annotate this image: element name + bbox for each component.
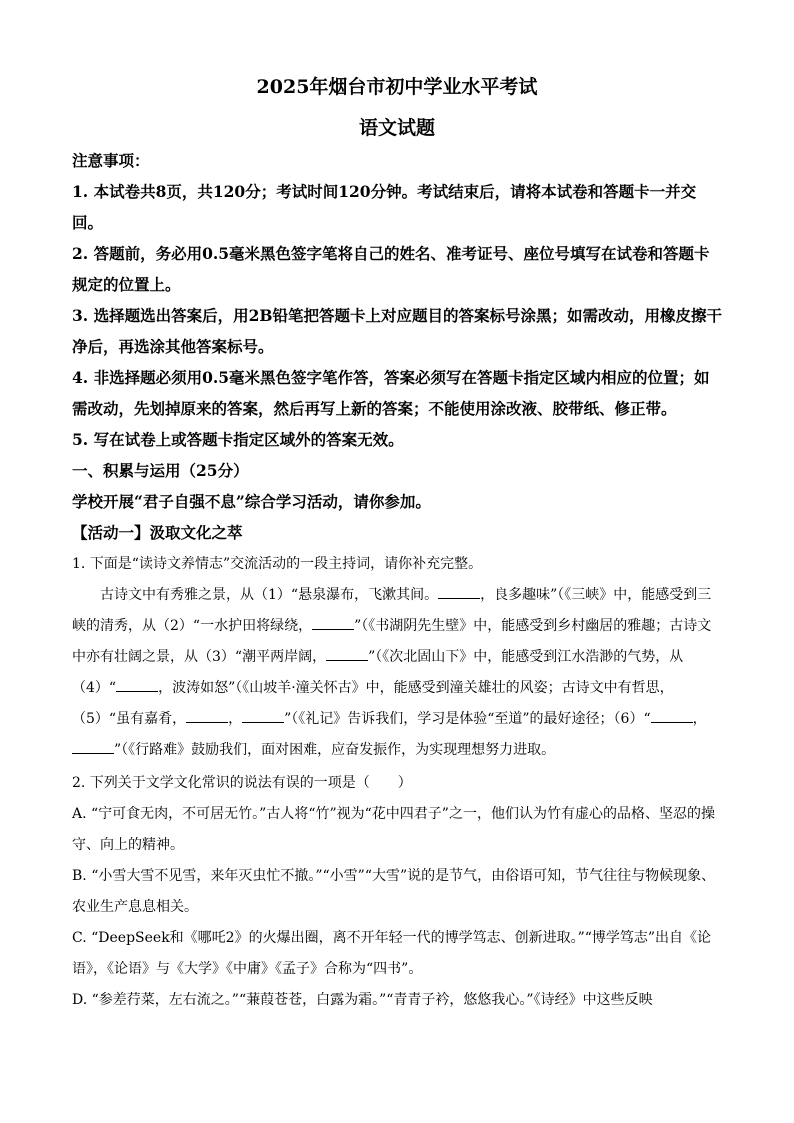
answer-blank[interactable] xyxy=(326,644,368,661)
question-2-option-d: D. “参差荇菜，左右流之。”“蒹葭苍苍，白露为霜。”“青青子衿，悠悠我心。”《诗经》中这些反映 xyxy=(72,992,653,1008)
passage-text: 古诗文中有秀雅之景，从（1）“悬泉瀑布，飞漱其间。 xyxy=(100,587,439,603)
notice-item-4: 4. 非选择题必须用0.5毫米黑色签字笔作答，答案必须写在答题卡指定区域内相应的位置；如需改动，先划掉原来的答案，然后再写上新的答案；不能使用涂改液、胶带纸、修正带。 xyxy=(72,368,710,418)
question-2 xyxy=(72,768,722,1016)
notice-item-3: 3. 选择题选出答案后，用2B铅笔把答题卡上对应题目的答案标号涂黑；如需改动，用橡皮擦干净后，再选涂其他答案标号。 xyxy=(72,306,722,356)
question-1-stem: 1. 下面是“读诗文养情志”交流活动的一段主持词，请你补充完整。 xyxy=(72,556,483,572)
question-1-passage xyxy=(72,580,722,766)
answer-blank[interactable] xyxy=(186,706,228,723)
activity-heading: 【活动一】汲取文化之萃 xyxy=(72,523,243,542)
notice-item-5: 5. 写在试卷上或答题卡指定区域外的答案无效。 xyxy=(72,430,404,449)
answer-blank[interactable] xyxy=(116,675,158,692)
passage-text: ，波涛如怒”（《山坡羊·潼关怀古》中，能感受到潼关雄壮的风姿；古诗文中有哲思，（5）“虽有嘉肴， xyxy=(72,680,674,727)
question-2-option-c: C. “DeepSeek和《哪吒2》的火爆出圈，离不开年轻一代的博学笃志、创新进取。”“博学笃志”出自《论语》，《论语》与《大学》《中庸》《孟子》合称为“四书”。 xyxy=(72,930,712,977)
passage-text: ”（《次北固山下》中，能感受到江水浩渺的气势，从（4）“ xyxy=(72,649,684,696)
notice-section xyxy=(72,145,722,548)
question-2-option-a: A. “宁可食无肉，不可居无竹。”古人将“竹”视为“花中四君子”之一，他们认为竹有虚心的品格、坚忍的操守、向上的精神。 xyxy=(72,806,715,853)
passage-text: ， xyxy=(692,711,707,727)
section-intro: 学校开展“君子自强不息”综合学习活动，请你参加。 xyxy=(72,492,431,511)
notice-item-2: 2. 答题前，务必用0.5毫米黑色签字笔将自己的姓名、准考证号、座位号填写在试卷和答题卡规定的位置上。 xyxy=(72,244,710,294)
answer-blank[interactable] xyxy=(72,737,114,754)
answer-blank[interactable] xyxy=(312,613,354,630)
passage-text: ， xyxy=(228,711,243,727)
answer-blank[interactable] xyxy=(438,582,480,599)
answer-blank[interactable] xyxy=(651,706,693,723)
question-2-stem: 2. 下列关于文学文化常识的说法有误的一项是（ ） xyxy=(72,775,412,791)
notice-heading: 注意事项： xyxy=(72,151,150,170)
notice-item-1: 1. 本试卷共8页，共120分；考试时间120分钟。考试结束后，请将本试卷和答题卡一并交回。 xyxy=(72,182,697,232)
answer-blank[interactable] xyxy=(242,706,284,723)
exam-title: 2025年烟台市初中学业水平考试 xyxy=(256,76,538,98)
passage-text: ”（《书湖阴先生壁》中，能感受到乡村幽居的雅趣；古诗文中亦有壮阔之景，从（3）“潮平两岸阔， xyxy=(72,618,712,665)
passage-text: ”（《礼记》告诉我们，学习是体验“至道”的最好途径；（6）“ xyxy=(284,711,651,727)
passage-text: ”（《行路难》鼓励我们，面对困难，应奋发振作，为实现理想努力进取。 xyxy=(114,742,556,758)
exam-subtitle: 语文试题 xyxy=(358,117,435,139)
passage-text: ，良多趣味”（《三峡》中，能感受到三峡的清秀，从（2）“一水护田将绿绕， xyxy=(72,587,712,634)
question-2-option-b: B. “小雪大雪不见雪，来年灭虫忙不撤。”“小雪”“大雪”说的是节气，由俗语可知，节气往往与物候现象、农业生产息息相关。 xyxy=(72,868,716,915)
section-heading: 一、积累与运用（25分） xyxy=(72,461,249,480)
question-1 xyxy=(72,549,722,766)
